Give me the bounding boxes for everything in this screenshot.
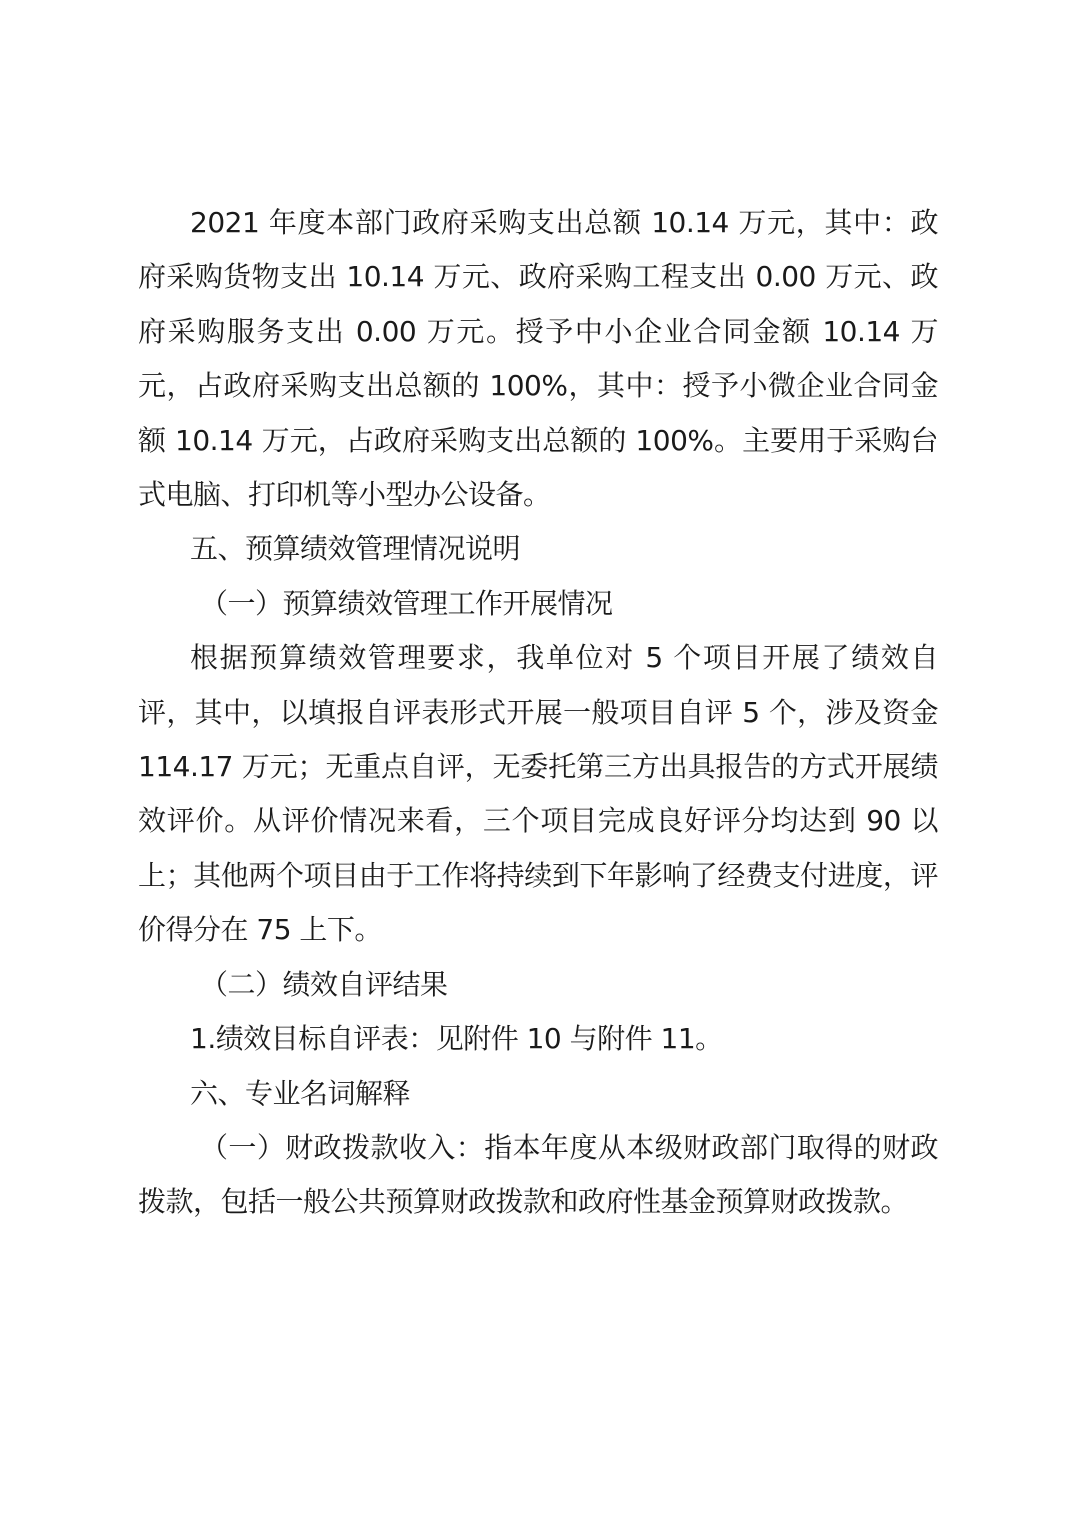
subsection-heading-work: （一）预算绩效管理工作开展情况	[200, 586, 613, 620]
paragraph-procurement: 2021 年度本部门政府采购支出总额 10.14 万元，其中：政府采购货物支出 10.14 万元、政府采购工程支出 0.00 万元、政府采购服务支出 0.00 万元。授予中小企业合同金额 10.14 万元，占政府采购支出总额的 100%，其中：授予小微企业合同金额 10.14 万元，占政府采购支出总额的 100%。主要用于采购台式电脑、打印机等小型办公设备。	[138, 206, 938, 512]
paragraph-self-evaluation: 根据预算绩效管理要求，我单位对 5 个项目开展了绩效自评，其中，以填报自评表形式开展一般项目自评 5 个，涉及资金 114.17 万元；无重点自评，无委托第三方出具报告的方式开展绩效评价。从评价情况来看，三个项目完成良好评分均达到 90 以上；其他两个项目由于工作将持续到下年影响了经费支付进度，评价得分在 75 上下。	[138, 641, 938, 947]
section-heading-glossary: 六、专业名词解释	[190, 1076, 411, 1110]
paragraph-attachments: 1.绩效目标自评表：见附件 10 与附件 11。	[190, 1022, 723, 1056]
document-page	[138, 196, 938, 1230]
paragraph-glossary-item-1: （一）财政拨款收入：指本年度从本级财政部门取得的财政拨款，包括一般公共预算财政拨款和政府性基金预算财政拨款。	[138, 1130, 938, 1219]
section-heading-performance: 五、预算绩效管理情况说明	[190, 532, 521, 566]
subsection-heading-results: （二）绩效自评结果	[200, 967, 448, 1001]
